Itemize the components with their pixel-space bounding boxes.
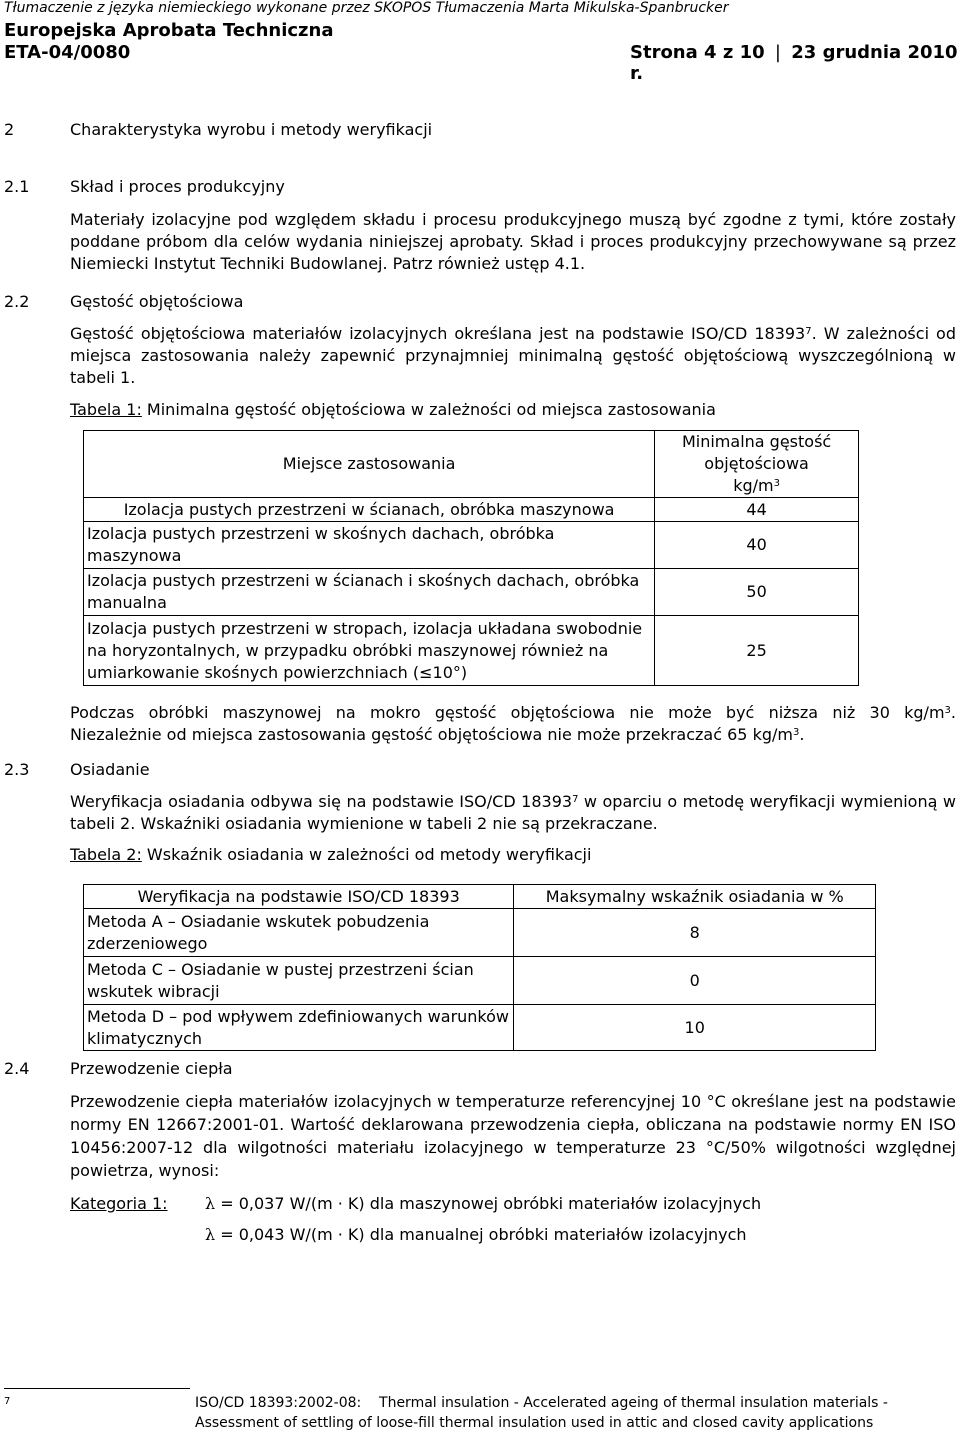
table-1-caption-text: Minimalna gęstość objętościowa w zależności od miejsca zastosowania: [141, 400, 716, 419]
table-1-row-2-value: 40: [655, 522, 859, 569]
density-note-1-end: .: [950, 703, 956, 722]
section-2-3-text-a: Weryfikacja osiadania odbywa się na podstawie ISO/CD 18393: [70, 792, 573, 811]
document-date: 23 grudnia 2010 r.: [630, 42, 958, 84]
section-2-4-title: Przewodzenie ciepła: [70, 1059, 233, 1078]
table-1-caption-label: Tabela 1:: [70, 400, 142, 419]
section-2-2-text-b: . W zależności od miejsca zastosowania należy zapewnić przynajmniej minimalną gęstość objętościową wyszczególnioną w tabeli 1.: [70, 324, 957, 387]
lambda-line-1: [205, 1193, 761, 1215]
footnote-separator: [4, 1388, 190, 1389]
table-1-header-row: [84, 431, 859, 498]
table-1-row-3-place: Izolacja pustych przestrzeni w ścianach i skośnych dachach, obróbka manualna: [84, 569, 655, 616]
section-2-2-text-a: Gęstość objętościowa materiałów izolacyjnych określana jest na podstawie ISO/CD 18393: [70, 324, 806, 343]
footnote-mark: 7: [4, 1396, 11, 1407]
section-2-2-title: Gęstość objętościowa: [70, 292, 244, 311]
table-1-row-2-place: Izolacja pustych przestrzeni w skośnych dachach, obróbka maszynowa: [84, 522, 655, 569]
table-2: [83, 884, 876, 1051]
table-1-caption: [70, 399, 716, 421]
density-note-1: [70, 702, 956, 724]
table-1-header-density: [655, 431, 859, 498]
table-row: [84, 498, 859, 522]
section-2-3-text-b: w oparciu o metodę weryfikacji wymienioną w tabeli 2. Wskaźniki osiadania wymienione w tabeli 2 nie są przekraczane.: [70, 792, 957, 833]
lambda-line-1-text: = 0,037 W/(m · K) dla maszynowej obróbki materiałów izolacyjnych: [215, 1194, 762, 1213]
document-number: ETA-04/0080: [4, 42, 131, 63]
section-2-number: 2: [4, 120, 15, 139]
table-2-caption-label: Tabela 2:: [70, 845, 142, 864]
lambda-line-2: [205, 1224, 747, 1246]
page-indicator: Strona 4 z 10 | 23 grudnia 2010 r.: [630, 42, 958, 84]
table-row: [84, 1005, 876, 1051]
lambda-symbol: λ: [205, 1194, 216, 1213]
table-2-header-row: [84, 885, 876, 909]
table-1-header-density-label: Minimalna gęstość objętościowa: [681, 432, 832, 473]
density-note-2-sup: 3: [792, 727, 800, 738]
table-2-row-3-method: Metoda D – pod wpływem zdefiniowanych warunków klimatycznych: [84, 1005, 514, 1051]
density-note-2-end: .: [799, 725, 805, 744]
section-2-4-number: 2.4: [4, 1059, 30, 1078]
table-1-row-1-place: Izolacja pustych przestrzeni w ścianach, obróbka maszynowa: [84, 498, 655, 522]
table-1-row-4-place: Izolacja pustych przestrzeni w stropach, izolacja układana swobodnie na horyzontalnych, w przypadku obróbki maszynowej również na umiarkowanie skośnych powierzchniach (≤10°): [84, 616, 655, 686]
density-note-1-sup: 3: [944, 705, 951, 716]
section-2-3-text: [70, 791, 956, 835]
table-row: [84, 909, 876, 957]
table-2-row-1-method: Metoda A – Osiadanie wskutek pobudzenia zderzeniowego: [84, 909, 514, 957]
table-row: [84, 957, 876, 1005]
section-2-1-text: Materiały izolacyjne pod względem składu i procesu produkcyjnego muszą być zgodne z tymi, które zostały poddane próbom dla celów wydania niniejszej aprobaty. Skład i proces produkcyjny przechowywane są przez Niemiecki Instytut Techniki Budowlanej. Patrz również ustęp 4.1.: [70, 210, 956, 273]
section-2-1-title: Skład i proces produkcyjny: [70, 177, 285, 196]
density-note-1-text: Podczas obróbki maszynowej na mokro gęstość objętościowa nie może być niższa niż 30 kg/m: [70, 703, 945, 722]
table-1: [83, 430, 859, 686]
document-title: Europejska Aprobata Techniczna: [4, 20, 334, 41]
section-2-3-title: Osiadanie: [70, 760, 150, 779]
table-1-row-1-value: 44: [655, 498, 859, 522]
density-note-2-text: Niezależnie od miejsca zastosowania gęstość objętościowa nie może przekraczać 65 kg/m: [70, 725, 793, 744]
table-2-row-3-value: 10: [514, 1005, 876, 1051]
section-2-1-number: 2.1: [4, 177, 30, 196]
lambda-symbol: λ: [205, 1225, 216, 1244]
section-2-2-number: 2.2: [4, 292, 30, 311]
footnote-ref: 7: [572, 794, 579, 805]
table-2-caption-text: Wskaźnik osiadania w zależności od metody weryfikacji: [141, 845, 592, 864]
table-2-header-max: Maksymalny wskaźnik osiadania w %: [514, 885, 876, 909]
table-row: [84, 569, 859, 616]
footnote-ref: 7: [805, 326, 812, 337]
table-2-row-2-method: Metoda C – Osiadanie w pustej przestrzeni ścian wskutek wibracji: [84, 957, 514, 1005]
section-2-title: Charakterystyka wyrobu i metody weryfikacji: [70, 120, 433, 139]
table-2-header-method: Weryfikacja na podstawie ISO/CD 18393: [84, 885, 514, 909]
table-1-header-unit-sup: 3: [773, 478, 780, 489]
table-1-row-4-value: 25: [655, 616, 859, 686]
density-note-2: [70, 724, 804, 746]
table-row: [84, 616, 859, 686]
table-2-row-1-value: 8: [514, 909, 876, 957]
category-label: Kategoria 1:: [70, 1194, 168, 1213]
table-1-header-place: Miejsce zastosowania: [84, 431, 655, 498]
table-1-header-unit: kg/m: [733, 476, 774, 495]
table-2-caption: [70, 844, 591, 866]
page-info: Strona 4 z 10: [630, 42, 765, 63]
lambda-line-2-text: = 0,043 W/(m · K) dla manualnej obróbki materiałów izolacyjnych: [215, 1225, 747, 1244]
table-row: [84, 522, 859, 569]
section-2-4-text: Przewodzenie ciepła materiałów izolacyjnych w temperaturze referencyjnej 10 °C określane jest na podstawie normy EN 12667:2001-01. Wartość deklarowana przewodzenia ciepła, obliczana na podstawie normy EN ISO 10456:2007-12 dla wilgotności materiału izolacyjnego w temperaturze 23 °C/50% wilgotności względnej powietrza, wynosi:: [70, 1092, 956, 1180]
table-2-row-2-value: 0: [514, 957, 876, 1005]
translation-note: Tłumaczenie z języka niemieckiego wykonane przez SKOPOS Tłumaczenia Marta Mikulska-Spanbrucker: [4, 0, 729, 16]
section-2-3-number: 2.3: [4, 760, 30, 779]
footnote-line-2: Assessment of settling of loose-fill thermal insulation used in attic and closed cavity applications: [195, 1415, 874, 1431]
table-1-row-3-value: 50: [655, 569, 859, 616]
footnote-line-1: ISO/CD 18393:2002-08: Thermal insulation - Accelerated ageing of thermal insulation materials -: [195, 1395, 888, 1411]
section-2-2-text: [70, 323, 956, 389]
